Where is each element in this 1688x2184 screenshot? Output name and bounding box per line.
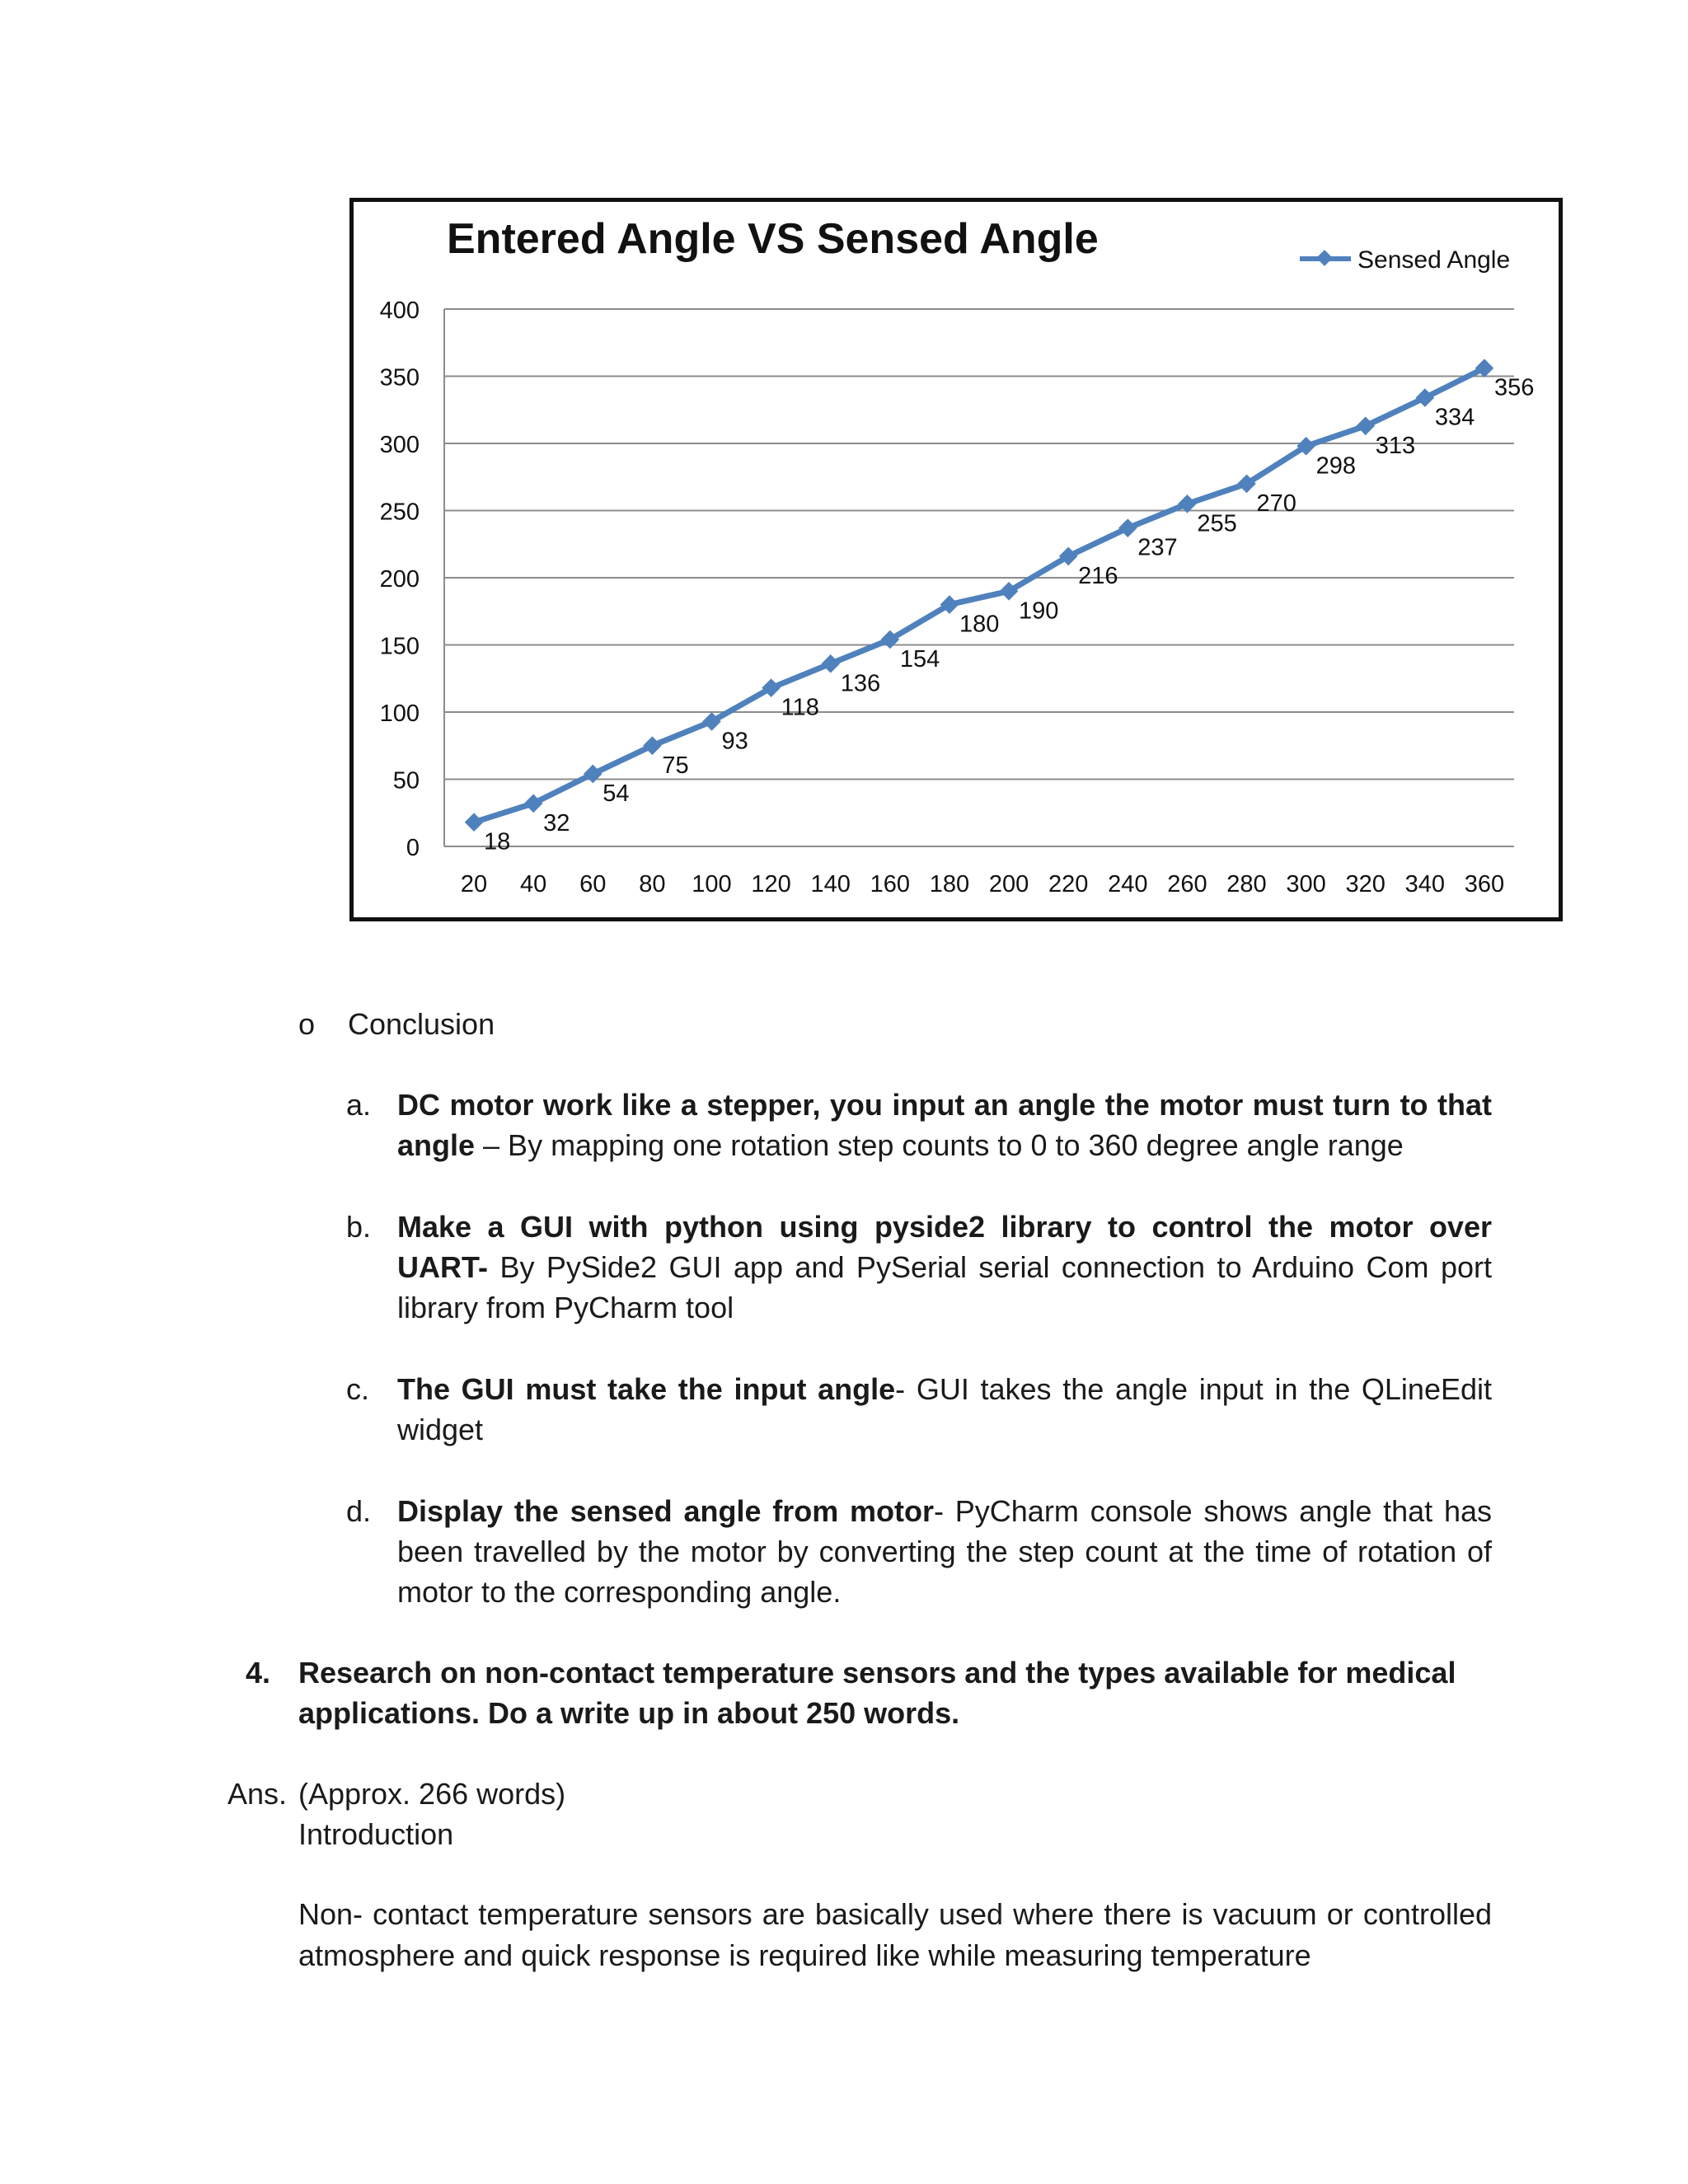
x-tick-label: 100 <box>692 871 732 898</box>
y-tick-label: 200 <box>379 566 420 593</box>
y-tick-label: 400 <box>379 298 420 324</box>
x-tick-label: 260 <box>1167 871 1207 898</box>
x-tick-label: 320 <box>1345 871 1386 898</box>
y-tick-label: 300 <box>379 432 420 458</box>
data-label: 75 <box>662 752 689 779</box>
list-letter: d. <box>346 1494 372 1528</box>
question-4 <box>246 1652 1498 1733</box>
y-tick-label: 150 <box>379 633 420 660</box>
x-tick-label: 20 <box>460 871 488 898</box>
x-tick-label: 220 <box>1048 871 1089 898</box>
bullet-marker: o <box>298 1007 316 1041</box>
data-point <box>821 654 840 673</box>
y-tick-label: 350 <box>379 364 420 391</box>
data-point <box>465 813 484 832</box>
conclusion-heading: Conclusion <box>348 1007 495 1041</box>
data-label: 154 <box>899 645 940 673</box>
x-tick-label: 60 <box>579 871 607 898</box>
data-point <box>643 736 662 755</box>
data-label: 136 <box>840 670 881 697</box>
data-label: 118 <box>781 694 819 721</box>
list-item-bold: The GUI must take the input angle <box>397 1372 896 1406</box>
list-letter: a. <box>346 1088 372 1122</box>
list-letter: b. <box>346 1210 372 1244</box>
list-item-bold: DC motor work like a stepper, you input an angle the motor must turn to that angle <box>397 1088 1492 1162</box>
data-label: 334 <box>1434 404 1475 431</box>
data-point <box>1416 388 1435 407</box>
answer-block <box>227 1774 565 1854</box>
x-tick-label: 340 <box>1404 871 1446 898</box>
list-item-bold: Display the sensed angle from motor <box>397 1494 935 1528</box>
list-letter: c. <box>346 1372 370 1406</box>
data-label: 270 <box>1256 490 1296 517</box>
x-tick-label: 280 <box>1226 871 1267 898</box>
list-item-text: - PyCharm console shows angle that has been travelled by the motor by converting the step count at the time of rotation of motor to the corresponding angle. <box>397 1494 1492 1609</box>
data-label: 356 <box>1493 374 1535 401</box>
data-label: 216 <box>1078 562 1118 589</box>
answer-heading: Introduction <box>298 1817 454 1851</box>
y-tick-label: 50 <box>392 767 420 794</box>
series-line <box>474 368 1484 823</box>
x-tick-label: 180 <box>929 871 970 898</box>
legend-marker <box>1316 250 1333 266</box>
question-number: 4. <box>246 1656 271 1690</box>
conclusion-heading-row <box>298 1004 495 1044</box>
y-tick-label: 250 <box>379 499 420 526</box>
list-item-text: - GUI takes the angle input in the QLineEdit widget <box>397 1372 1492 1446</box>
list-item <box>346 1491 1492 1612</box>
x-tick-label: 140 <box>810 871 851 898</box>
list-item-text: – By mapping one rotation step counts to 0 to 360 degree angle range <box>475 1128 1404 1162</box>
list-item-text: By PySide2 GUI app and PySerial serial connection to Arduino Com port library from PyCharm tool <box>397 1250 1492 1324</box>
data-point <box>1356 416 1375 435</box>
answer-word-count: (Approx. 266 words) <box>298 1777 566 1811</box>
data-point <box>584 765 603 784</box>
y-tick-label: 100 <box>379 701 420 727</box>
data-point <box>1118 518 1137 537</box>
chart-title: Entered Angle VS Sensed Angle <box>447 215 1099 263</box>
chart-frame <box>349 198 1563 921</box>
data-label: 237 <box>1137 534 1178 561</box>
list-item <box>346 1207 1492 1328</box>
data-label: 190 <box>1019 598 1059 625</box>
x-tick-label: 160 <box>870 871 911 898</box>
data-label: 298 <box>1315 452 1357 480</box>
x-tick-label: 240 <box>1108 871 1148 898</box>
chart-legend <box>1300 246 1510 274</box>
line-chart <box>354 202 1559 917</box>
data-label: 313 <box>1375 432 1416 459</box>
data-label: 18 <box>484 828 511 855</box>
y-tick-label: 0 <box>406 835 420 861</box>
data-label: 180 <box>959 611 1000 638</box>
data-label: 32 <box>543 809 570 837</box>
answer-paragraph: Non- contact temperature sensors are basically used where there is vacuum or controlled atmosphere and quick response is required like while measuring temperature <box>298 1897 1492 1972</box>
x-tick-label: 120 <box>751 871 791 898</box>
data-label: 54 <box>603 780 630 807</box>
data-label: 93 <box>721 728 748 755</box>
x-tick-label: 40 <box>520 871 547 898</box>
answer-label: Ans. <box>227 1777 288 1811</box>
data-label: 255 <box>1197 510 1237 537</box>
x-tick-label: 360 <box>1464 871 1505 898</box>
list-item-bold: Make a GUI with python using pyside2 library to control the motor over UART- <box>397 1210 1492 1284</box>
question-text: Research on non-contact temperature sensors and the types available for medical applications. Do a write up in about 250 words. <box>298 1656 1456 1730</box>
data-point <box>524 794 543 813</box>
legend-label: Sensed Angle <box>1357 246 1511 274</box>
list-item <box>346 1085 1492 1165</box>
list-item <box>346 1369 1492 1450</box>
x-tick-label: 80 <box>639 871 666 898</box>
x-tick-label: 300 <box>1286 871 1326 898</box>
x-tick-label: 200 <box>988 871 1029 898</box>
data-point <box>1475 359 1494 377</box>
